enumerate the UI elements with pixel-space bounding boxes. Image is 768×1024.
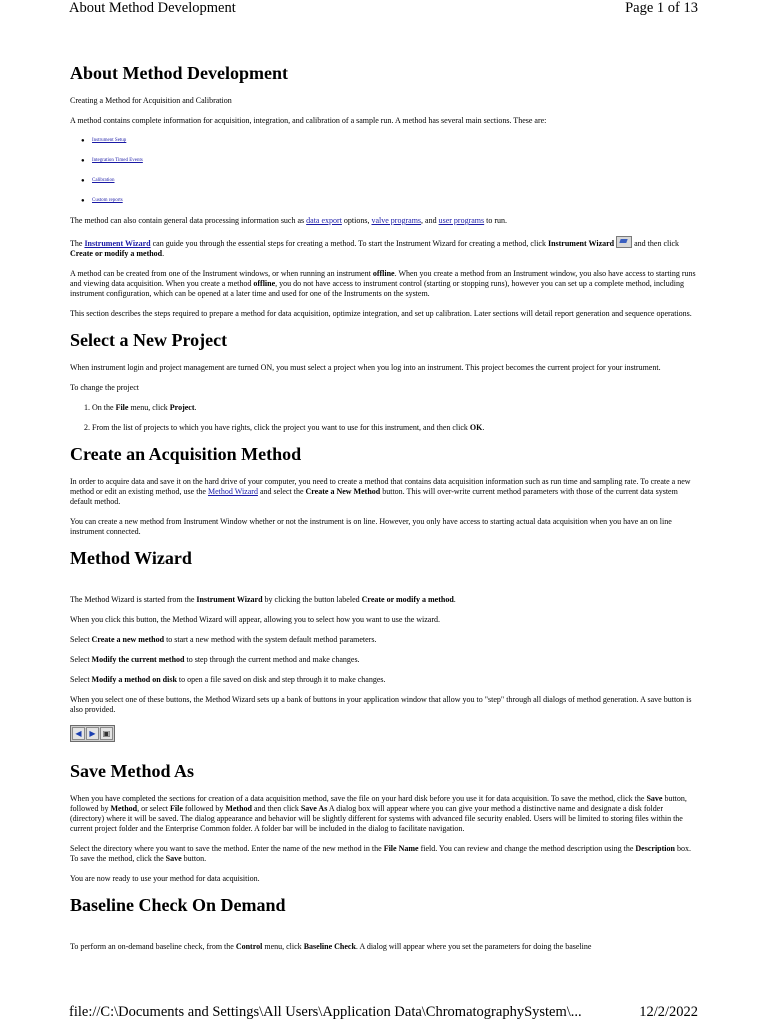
paragraph: Select Modify a method on disk to open a file saved on disk and step through it to make changes. [70, 675, 386, 684]
section-title-select-project: Select a New Project [70, 330, 228, 350]
instrument-wizard-icon [616, 236, 632, 248]
header-title: About Method Development [69, 0, 236, 16]
paragraph: You can create a new method from Instrument Window whether or not the instrument is on line. However, you only have access to starting actual data acquisition when you have an on line instrument connected. [70, 517, 672, 536]
link-instrument-wizard[interactable]: Instrument Wizard [84, 239, 151, 248]
section-title-baseline-check: Baseline Check On Demand [70, 895, 286, 915]
page-number: Page 1 of 13 [625, 0, 698, 16]
arrow-left-icon[interactable]: ◀ [72, 727, 85, 740]
paragraph: To perform an on-demand baseline check, from the Control menu, click Baseline Check. A dialog will appear where you set the parameters for doing the baseline [70, 942, 592, 951]
paragraph: To change the project [70, 383, 139, 392]
paragraph: When you click this button, the Method Wizard will appear, allowing you to select how you want to use the wizard. [70, 615, 441, 624]
section-title-method-wizard: Method Wizard [70, 548, 192, 568]
list-item: 1. On the File menu, click Project. [92, 403, 698, 413]
link-valve-programs[interactable]: valve programs [371, 216, 422, 225]
paragraph: This section describes the steps required to prepare a method for data acquisition, optimize integration, and set up calibration. Later sections will detail report generation and sequence operations. [70, 309, 692, 318]
save-icon[interactable]: ▣ [100, 727, 113, 740]
print-date: 12/2/2022 [639, 1004, 698, 1020]
steps-list [70, 403, 698, 433]
method-sections-list [70, 136, 698, 206]
list-item [92, 156, 698, 166]
list-item [92, 176, 698, 186]
subtitle: Creating a Method for Acquisition and Calibration [70, 96, 232, 105]
paragraph: When you select one of these buttons, the Method Wizard sets up a bank of buttons in your application window that allow you to "step" through all dialogs of method generation. A save button is also provided. [70, 695, 692, 714]
list-item [92, 196, 698, 206]
link-integration-timed-events[interactable]: Integration Timed Events [92, 158, 143, 163]
section-title-acquisition-method: Create an Acquisition Method [70, 444, 302, 464]
list-item [92, 136, 698, 146]
link-custom-reports[interactable]: Custom reports [92, 198, 123, 203]
paragraph: Select Modify the current method to step through the current method and make changes. [70, 655, 360, 664]
list-item: 2. From the list of projects to which you have rights, click the project you want to use for this instrument, and then click OK. [92, 423, 698, 433]
paragraph: You are now ready to use your method for data acquisition. [70, 874, 260, 883]
paragraph: A method can be created from one of the Instrument windows, or when running an instrument offline. When you create a method from an Instrument window, you also have access to starting runs and viewing data acquisition. When you create a method offline, you do not have access to instrument control (starting or stopping runs), however you can set up a complete method, including instrument configuration, which can be opened at a later time and used for one of the Instruments on the system. [70, 269, 696, 298]
paragraph: When you have completed the sections for creation of a data acquisition method, save the file on your hard disk before you use it for data acquisition. To save the method, click the Save button, followed by Method, or select File followed by Method and then click Save As A dialog box will appear where you can give your method a distinctive name and designate a disk folder (directory) where it will be saved. The dialog appearance and behavior will be slightly different for systems with advanced file security enabled. Users will be limited to storing files within the current project folder and the Enterprise Common folder. A folder bar will be included in the dialog to facilitate navigation. [70, 794, 687, 833]
link-user-programs[interactable]: user programs [438, 216, 485, 225]
paragraph: The Method Wizard is started from the Instrument Wizard by clicking the button labeled Create or modify a method. [70, 595, 456, 604]
file-path: file://C:\Documents and Settings\All Users\Application Data\ChromatographySystem\... [69, 1004, 582, 1020]
link-instrument-setup[interactable]: Instrument Setup [92, 138, 127, 143]
section-title-about: About Method Development [70, 63, 288, 83]
paragraph: Select Create a new method to start a new method with the system default method parameters. [70, 635, 377, 644]
arrow-right-icon[interactable]: ▶ [86, 727, 99, 740]
paragraph: When instrument login and project management are turned ON, you must select a project when you log into an instrument. This project becomes the current project for your instrument. [70, 363, 661, 372]
link-calibration[interactable]: Calibration [92, 178, 115, 183]
paragraph: The method can also contain general data processing information such as data export options, valve programs, and user programs to run. [70, 216, 508, 225]
section-title-save-method: Save Method As [70, 761, 195, 781]
page-header [69, 0, 698, 20]
paragraph: In order to acquire data and save it on the hard drive of your computer, you need to create a method that contains data acquisition information such as run time and sampling rate. To create a new method or edit an existing method, use the Method Wizard and select the Create a New Method button. This will over-write current method parameters with those of the current data system default method. [70, 477, 691, 506]
paragraph: Select the directory where you want to save the method. Enter the name of the new method in the File Name field. You can review and change the method description using the Description box. To save the method, click the Save button. [70, 844, 691, 863]
paragraph: The Instrument Wizard can guide you through the essential steps for creating a method. To start the Instrument Wizard for creating a method, click Instrument Wizard and then click Create or modify a method. [70, 236, 698, 259]
wizard-button-bar [70, 725, 115, 742]
link-method-wizard[interactable]: Method Wizard [207, 487, 258, 496]
paragraph: A method contains complete information for acquisition, integration, and calibration of a sample run. A method has several main sections. These are: [70, 116, 547, 125]
document-body [70, 62, 698, 962]
link-data-export[interactable]: data export [306, 216, 342, 225]
